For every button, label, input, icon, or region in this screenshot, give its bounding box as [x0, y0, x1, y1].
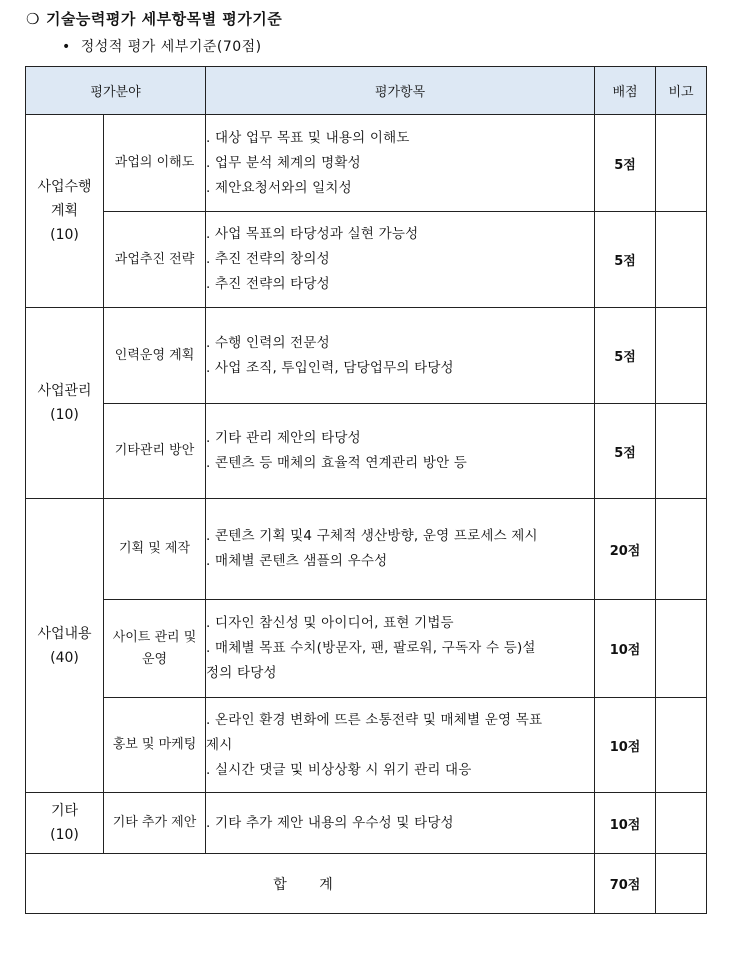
- area-text: 사업관리: [37, 383, 92, 399]
- subarea-text: 운영: [141, 651, 168, 667]
- score-cell: 10점: [595, 793, 656, 854]
- subarea-text: 과업의 이해도: [114, 155, 195, 170]
- score-cell: 20점: [595, 499, 656, 600]
- area-text: (10): [50, 227, 79, 243]
- table-body: [26, 115, 707, 914]
- criteria-item: . 기타 추가 제안 내용의 우수성 및 타당성: [206, 814, 454, 831]
- criteria-item: . 사업 목표의 타당성과 실현 가능성: [206, 226, 419, 242]
- header-score: 배점: [595, 67, 656, 115]
- score-cell: 5점: [595, 115, 656, 212]
- table-row: [26, 308, 707, 404]
- table-row: [26, 600, 707, 698]
- area-cell: [26, 115, 104, 308]
- header-note: 비고: [656, 67, 707, 115]
- note-cell: [656, 308, 707, 404]
- subarea-text: 과업추진 전략: [114, 251, 195, 267]
- area-cell: [26, 499, 104, 793]
- criteria-item: 정의 타당성: [206, 665, 277, 681]
- table-row: [26, 212, 707, 308]
- subarea-text: 홍보 및 마케팅: [112, 737, 197, 752]
- subarea-cell: [104, 212, 206, 308]
- subarea-cell: [104, 793, 206, 854]
- table-row: [26, 499, 707, 600]
- header-area: 평가분야: [26, 67, 206, 115]
- items-cell: [206, 404, 595, 499]
- criteria-item: . 제안요청서와의 일치성: [206, 179, 352, 196]
- criteria-item: . 매체별 콘텐츠 샘플의 우수성: [206, 553, 388, 569]
- circle-bullet-icon: ❍: [26, 10, 40, 28]
- items-cell: [206, 600, 595, 698]
- area-text: 계획: [50, 203, 79, 219]
- criteria-item: . 실시간 댓글 및 비상상황 시 위기 관리 대응: [206, 761, 472, 778]
- score-cell: 10점: [595, 600, 656, 698]
- criteria-item: 제시: [206, 736, 233, 753]
- area-text: (40): [50, 649, 79, 666]
- subarea-text: 인력운영 계획: [114, 347, 195, 363]
- note-cell: [656, 698, 707, 793]
- table-row: [26, 698, 707, 793]
- subarea-text: 사이트 관리 및: [112, 629, 197, 645]
- criteria-item: . 콘텐츠 등 매체의 효율적 연계관리 방안 등: [206, 455, 468, 471]
- area-cell: [26, 308, 104, 499]
- criteria-item: . 사업 조직, 투입인력, 담당업무의 타당성: [206, 359, 454, 376]
- area-text: 기타: [50, 803, 79, 819]
- section-title-text: 기술능력평가 세부항목별 평가기준: [45, 10, 283, 28]
- area-text: (10): [50, 827, 79, 843]
- items-cell: [206, 698, 595, 793]
- total-score: 70점: [595, 854, 656, 914]
- criteria-item: . 추진 전략의 타당성: [206, 276, 330, 292]
- subarea-text: 기타관리 방안: [114, 443, 195, 458]
- subarea-text: 기획 및 제작: [118, 541, 191, 556]
- score-cell: 5점: [595, 308, 656, 404]
- score-cell: 5점: [595, 404, 656, 499]
- score-cell: 10점: [595, 698, 656, 793]
- area-cell: [26, 793, 104, 854]
- subarea-cell: [104, 308, 206, 404]
- subarea-cell: [104, 600, 206, 698]
- criteria-item: . 매체별 목표 수치(방문자, 팬, 팔로워, 구독자 수 등)설: [206, 640, 536, 656]
- criteria-item: . 디자인 참신성 및 아이디어, 표현 기법등: [206, 615, 454, 631]
- criteria-item: . 기타 관리 제안의 타당성: [206, 430, 361, 446]
- total-row: [26, 854, 707, 914]
- subarea-text: 기타 추가 제안: [112, 815, 197, 830]
- criteria-item: . 업무 분석 체계의 명확성: [206, 154, 361, 171]
- subarea-cell: [104, 404, 206, 499]
- section-subtitle: [62, 36, 262, 56]
- header-items: 평가항목: [206, 67, 595, 115]
- area-text: 사업수행: [37, 179, 92, 195]
- note-cell: [656, 404, 707, 499]
- table-row: [26, 404, 707, 499]
- area-text: 사업내용: [37, 625, 92, 642]
- note-cell: [656, 499, 707, 600]
- section-subtitle-text: 정성적 평가 세부기준(70점): [80, 39, 262, 55]
- note-cell: [656, 212, 707, 308]
- criteria-item: . 수행 인력의 전문성: [206, 334, 330, 351]
- table-row: [26, 793, 707, 854]
- subarea-cell: [104, 499, 206, 600]
- items-cell: [206, 793, 595, 854]
- header-row: [26, 67, 707, 115]
- criteria-item: . 온라인 환경 변화에 뜨른 소통전략 및 매체별 운영 목표: [206, 711, 543, 728]
- criteria-item: . 추진 전략의 창의성: [206, 251, 330, 267]
- criteria-item: . 대상 업무 목표 및 내용의 이해도: [206, 129, 410, 146]
- criteria-table: [25, 66, 707, 914]
- total-label: 합 계: [26, 854, 595, 914]
- area-text: (10): [50, 407, 79, 423]
- subarea-cell: [104, 115, 206, 212]
- note-cell: [656, 854, 707, 914]
- items-cell: [206, 115, 595, 212]
- items-cell: [206, 308, 595, 404]
- subarea-cell: [104, 698, 206, 793]
- section-title: [26, 8, 282, 29]
- note-cell: [656, 600, 707, 698]
- criteria-item: . 콘텐츠 기획 및4 구체적 생산방향, 운영 프로세스 제시: [206, 528, 538, 544]
- note-cell: [656, 793, 707, 854]
- dot-bullet-icon: •: [62, 39, 71, 55]
- items-cell: [206, 212, 595, 308]
- table-row: [26, 115, 707, 212]
- score-cell: 5점: [595, 212, 656, 308]
- note-cell: [656, 115, 707, 212]
- items-cell: [206, 499, 595, 600]
